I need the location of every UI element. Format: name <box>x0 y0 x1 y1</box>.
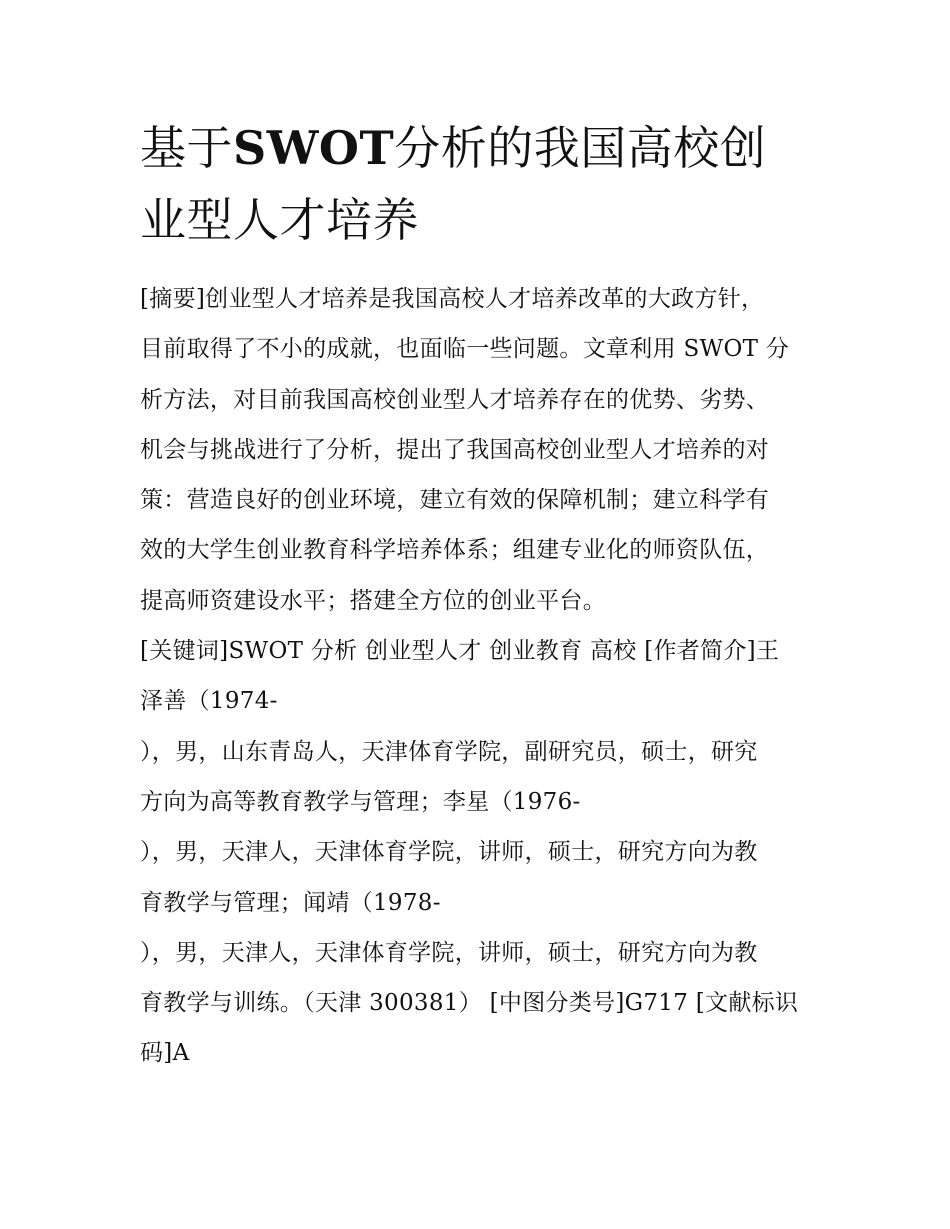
abstract-line: 机会与挑战进行了分析，提出了我国高校创业型人才培养的对 <box>140 436 770 463</box>
abstract-line: 目前取得了不小的成就，也面临一些问题。文章利用 SWOT 分 <box>140 336 790 363</box>
title-part-2: 分析的我国高校创 <box>394 121 767 175</box>
title-part-1: 基于 <box>140 121 233 175</box>
author-line: ），男，天津人，天津体育学院，讲师，硕士，研究方向为教 <box>140 939 758 966</box>
author-line: 方向为高等教育教学与管理；李星（1976- <box>140 788 581 815</box>
abstract-line: [摘要]创业型人才培养是我国高校人才培养改革的大政方针， <box>140 286 765 312</box>
abstract-line: 析方法，对目前我国高校创业型人才培养存在的优势、劣势、 <box>140 386 770 413</box>
keywords-line: [关键词]SWOT 分析 创业型人才 创业教育 高校 [作者简介]王 <box>140 638 780 665</box>
keywords-author-paragraph <box>140 626 812 1079</box>
author-line: 泽善（1974- <box>140 688 278 715</box>
abstract-line: 效的大学生创业教育科学培养体系；组建专业化的师资队伍， <box>140 537 770 564</box>
author-line: 育教学与管理；闻靖（1978- <box>140 889 441 916</box>
title-latin: SWOT <box>233 121 395 175</box>
document-content <box>140 112 812 1079</box>
title-line-1 <box>140 112 812 184</box>
abstract-line: 策：营造良好的创业环境，建立有效的保障机制；建立科学有 <box>140 487 770 514</box>
author-line: ），男，天津人，天津体育学院，讲师，硕士，研究方向为教 <box>140 839 758 866</box>
author-line: ），男，山东青岛人，天津体育学院，副研究员，硕士，研究 <box>140 738 758 765</box>
document-title <box>140 112 812 256</box>
abstract-paragraph <box>140 274 812 626</box>
title-line-2: 业型人才培养 <box>140 193 419 247</box>
abstract-line: 提高师资建设水平；搭建全方位的创业平台。 <box>140 587 606 614</box>
document-code-line: 码]A <box>140 1040 190 1067</box>
classification-line: 育教学与训练。（天津 300381） [中图分类号]G717 [文献标识 <box>140 990 799 1017</box>
